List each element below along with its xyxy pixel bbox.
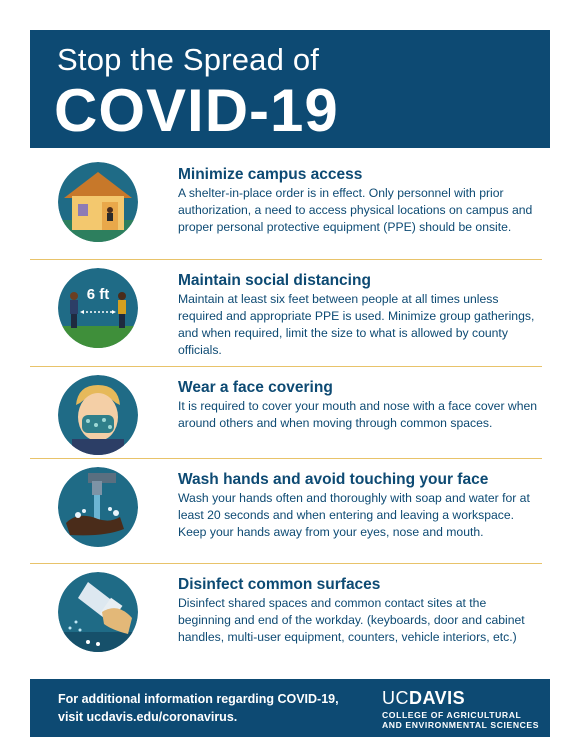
item-title: Wash hands and avoid touching your face <box>178 471 489 488</box>
item-description: Disinfect shared spaces and common contact sites at the beginning and end of the workday. (keyboards, door and cabinet handles, multi-user equipment, counters, vehicle interiors, etc.) <box>178 596 525 644</box>
logo-subtitle-line1: COLLEGE OF AGRICULTURAL <box>382 710 522 720</box>
logo-davis: DAVIS <box>409 688 466 708</box>
item-text <box>178 272 540 359</box>
item-description: A shelter-in-place order is in effect. Only personnel with prior authorization, a need to access physical locations on campus and proper personal protective equipment (PPE) should be onsite. <box>178 186 533 234</box>
item-title: Wear a face covering <box>178 379 333 396</box>
item-description: Maintain at least six feet between people at all times unless required and appropriate PPE is used. Minimize group gatherings, and when required, limit the size to what is allowed by county officials. <box>178 292 535 357</box>
item-text <box>178 576 540 646</box>
spray-bottle-icon <box>58 572 138 652</box>
item-title: Minimize campus access <box>178 166 363 183</box>
logo-wordmark <box>382 689 539 707</box>
item-description: Wash your hands often and thoroughly with soap and water for at least 20 seconds and when entering and leaving a workspace. Keep your hands away from your eyes, nose and mouth. <box>178 491 530 539</box>
header-title-line1: Stop the Spread of <box>57 42 320 77</box>
social-distance-icon <box>58 268 138 348</box>
footer-banner <box>30 679 550 737</box>
handwash-icon <box>58 467 138 547</box>
item-title: Maintain social distancing <box>178 272 371 289</box>
divider <box>30 366 542 367</box>
item-description: It is required to cover your mouth and nose with a face cover when around others and when moving through common spaces. <box>178 399 538 430</box>
divider <box>30 458 542 459</box>
footer-info-line1: For additional information regarding COVID-19, <box>58 692 339 706</box>
footer-info-line2 <box>58 708 339 726</box>
divider <box>30 259 542 260</box>
footer-info <box>58 690 339 726</box>
footer-period: . <box>233 710 238 724</box>
face-mask-icon <box>58 375 138 455</box>
item-text <box>178 471 540 541</box>
item-text <box>178 379 540 432</box>
logo-uc: UC <box>382 688 409 708</box>
ucdavis-logo <box>382 689 539 730</box>
item-title: Disinfect common surfaces <box>178 576 381 593</box>
footer-visit-text: visit <box>58 710 87 724</box>
footer-url-link[interactable]: ucdavis.edu/coronavirus <box>86 710 234 724</box>
logo-subtitle-line2: AND ENVIRONMENTAL SCIENCES <box>382 720 540 730</box>
divider <box>30 563 542 564</box>
distance-label: 6 ft <box>86 286 110 303</box>
header-title-line2: COVID-19 <box>54 77 339 144</box>
header-banner <box>30 30 550 148</box>
item-text <box>178 166 540 236</box>
house-icon <box>58 162 138 242</box>
